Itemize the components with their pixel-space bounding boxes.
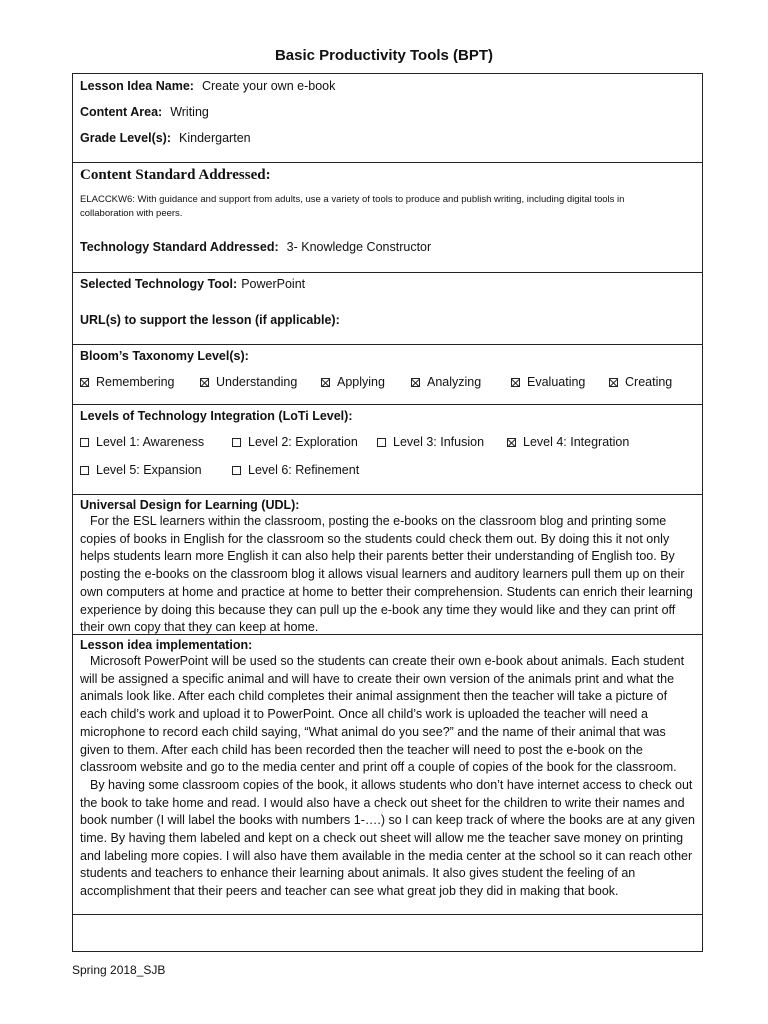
blooms-option-understanding[interactable]: Understanding	[200, 375, 321, 389]
lesson-info-section	[73, 74, 702, 163]
blooms-option-analyzing[interactable]: Analyzing	[411, 375, 511, 389]
blooms-options	[80, 375, 695, 389]
checkbox-icon[interactable]	[232, 466, 241, 475]
empty-section	[73, 915, 702, 951]
loti-section	[73, 405, 702, 495]
checkbox-icon[interactable]	[80, 466, 89, 475]
checkbox-icon[interactable]	[200, 378, 209, 387]
loti-option-level3[interactable]: Level 3: Infusion	[377, 435, 507, 449]
selected-tool-row	[80, 277, 695, 291]
urls-label: URL(s) to support the lesson (if applicable):	[80, 313, 340, 327]
implementation-paragraph-2: By having some classroom copies of the book, it allows students who don’t have internet access to check out the book to take home and read. I would also have a check out sheet for the children to write their names and book number (I will label the books with numbers 1-….) so I can keep track of where the books are at any given time. By having them labeled and kept on a check out sheet will allow me the teacher save money on printing and labeling more copies. I will also have them available in the media center at the school so it can reach other students and teachers to enhance their learning about animals. It also gives student the feeling of an accomplishment that their peers and teacher can see what great job they did in making that book.	[80, 777, 695, 899]
technology-standard-value: 3- Knowledge Constructor	[286, 240, 432, 254]
implementation-label: Lesson idea implementation:	[80, 638, 253, 652]
content-standard-heading: Content Standard Addressed:	[80, 167, 271, 183]
implementation-paragraph-1: Microsoft PowerPoint will be used so the students can create their own e-book about animals. Each student will be assigned a specific animal and will have to create their own version of the animals print and what the animals look like. After each child completes their animal assignment then the teacher will take a picture of each child’s work and upload it to PowerPoint. Once all child’s work is uploaded the teacher will need a microphone to record each child saying, “What animal do you see?” and the name of their animal that was given to them. After each child has been recorded then the teacher will need to post the e-book on the classroom website and go to the media center and print off a couple of copies of the book for the classroom.	[80, 654, 685, 775]
content-area-row	[80, 105, 695, 119]
checkbox-icon[interactable]	[507, 438, 516, 447]
checkbox-icon[interactable]	[80, 378, 89, 387]
technology-standard-label: Technology Standard Addressed:	[80, 240, 279, 254]
loti-option-level5[interactable]: Level 5: Expansion	[80, 463, 232, 477]
blooms-option-remembering[interactable]: Remembering	[80, 375, 200, 389]
lesson-idea-name-value: Create your own e-book	[201, 79, 336, 93]
content-area-value: Writing	[170, 105, 209, 119]
grade-level-label: Grade Level(s):	[80, 131, 172, 145]
loti-option-level6[interactable]: Level 6: Refinement	[232, 463, 359, 477]
loti-option-level2[interactable]: Level 2: Exploration	[232, 435, 377, 449]
document-title: Basic Productivity Tools (BPT)	[274, 47, 494, 64]
loti-label: Levels of Technology Integration (LoTi Level):	[80, 409, 353, 423]
checkbox-icon[interactable]	[377, 438, 386, 447]
checkbox-icon[interactable]	[80, 438, 89, 447]
checkbox-icon[interactable]	[232, 438, 241, 447]
blooms-option-applying[interactable]: Applying	[321, 375, 411, 389]
grade-level-value: Kindergarten	[179, 131, 251, 145]
blooms-label: Bloom’s Taxonomy Level(s):	[80, 349, 249, 363]
grade-level-row	[80, 131, 695, 145]
content-standard-text-line2: collaboration with peers.	[80, 208, 183, 219]
lesson-idea-name-row	[80, 79, 695, 93]
technology-standard-row	[80, 240, 695, 254]
udl-label: Universal Design for Learning (UDL):	[80, 498, 300, 512]
lesson-plan-table	[72, 73, 703, 952]
udl-section	[73, 495, 702, 635]
selected-tool-label: Selected Technology Tool:	[80, 277, 238, 291]
technology-tool-section	[73, 273, 702, 345]
content-area-label: Content Area:	[80, 105, 163, 119]
loti-options-row2	[80, 463, 695, 477]
implementation-section	[73, 635, 702, 915]
loti-options-row1	[80, 435, 695, 449]
checkbox-icon[interactable]	[321, 378, 330, 387]
udl-text: For the ESL learners within the classroom, posting the e-books on the classroom blog and printing some copies of books in English for the classroom so the students could check them out. By doing this it not only helps students learn more English it can also help their parents better their understanding of English too. By posting the e-books on the classroom blog it allows visual learners and auditory learners pull them up on their own computers at home and practice at home to better their comprehension. Students can enrich their learning experience by doing this because they can pull up the e-book any time they would like and they can print off their own copy that they can keep at home.	[80, 514, 693, 635]
checkbox-icon[interactable]	[511, 378, 520, 387]
blooms-option-evaluating[interactable]: Evaluating	[511, 375, 609, 389]
selected-tool-value: PowerPoint	[241, 277, 306, 291]
lesson-idea-name-label: Lesson Idea Name:	[80, 79, 194, 93]
blooms-section	[73, 345, 702, 405]
footer-text: Spring 2018_SJB	[72, 963, 166, 977]
content-standard-text-line1: ELACCKW6: With guidance and support from adults, use a variety of tools to produce and publish writing, including digital tools in	[80, 194, 625, 205]
loti-option-level1[interactable]: Level 1: Awareness	[80, 435, 232, 449]
blooms-option-creating[interactable]: Creating	[609, 375, 672, 389]
checkbox-icon[interactable]	[411, 378, 420, 387]
checkbox-icon[interactable]	[609, 378, 618, 387]
standards-section	[73, 163, 702, 273]
loti-option-level4[interactable]: Level 4: Integration	[507, 435, 629, 449]
